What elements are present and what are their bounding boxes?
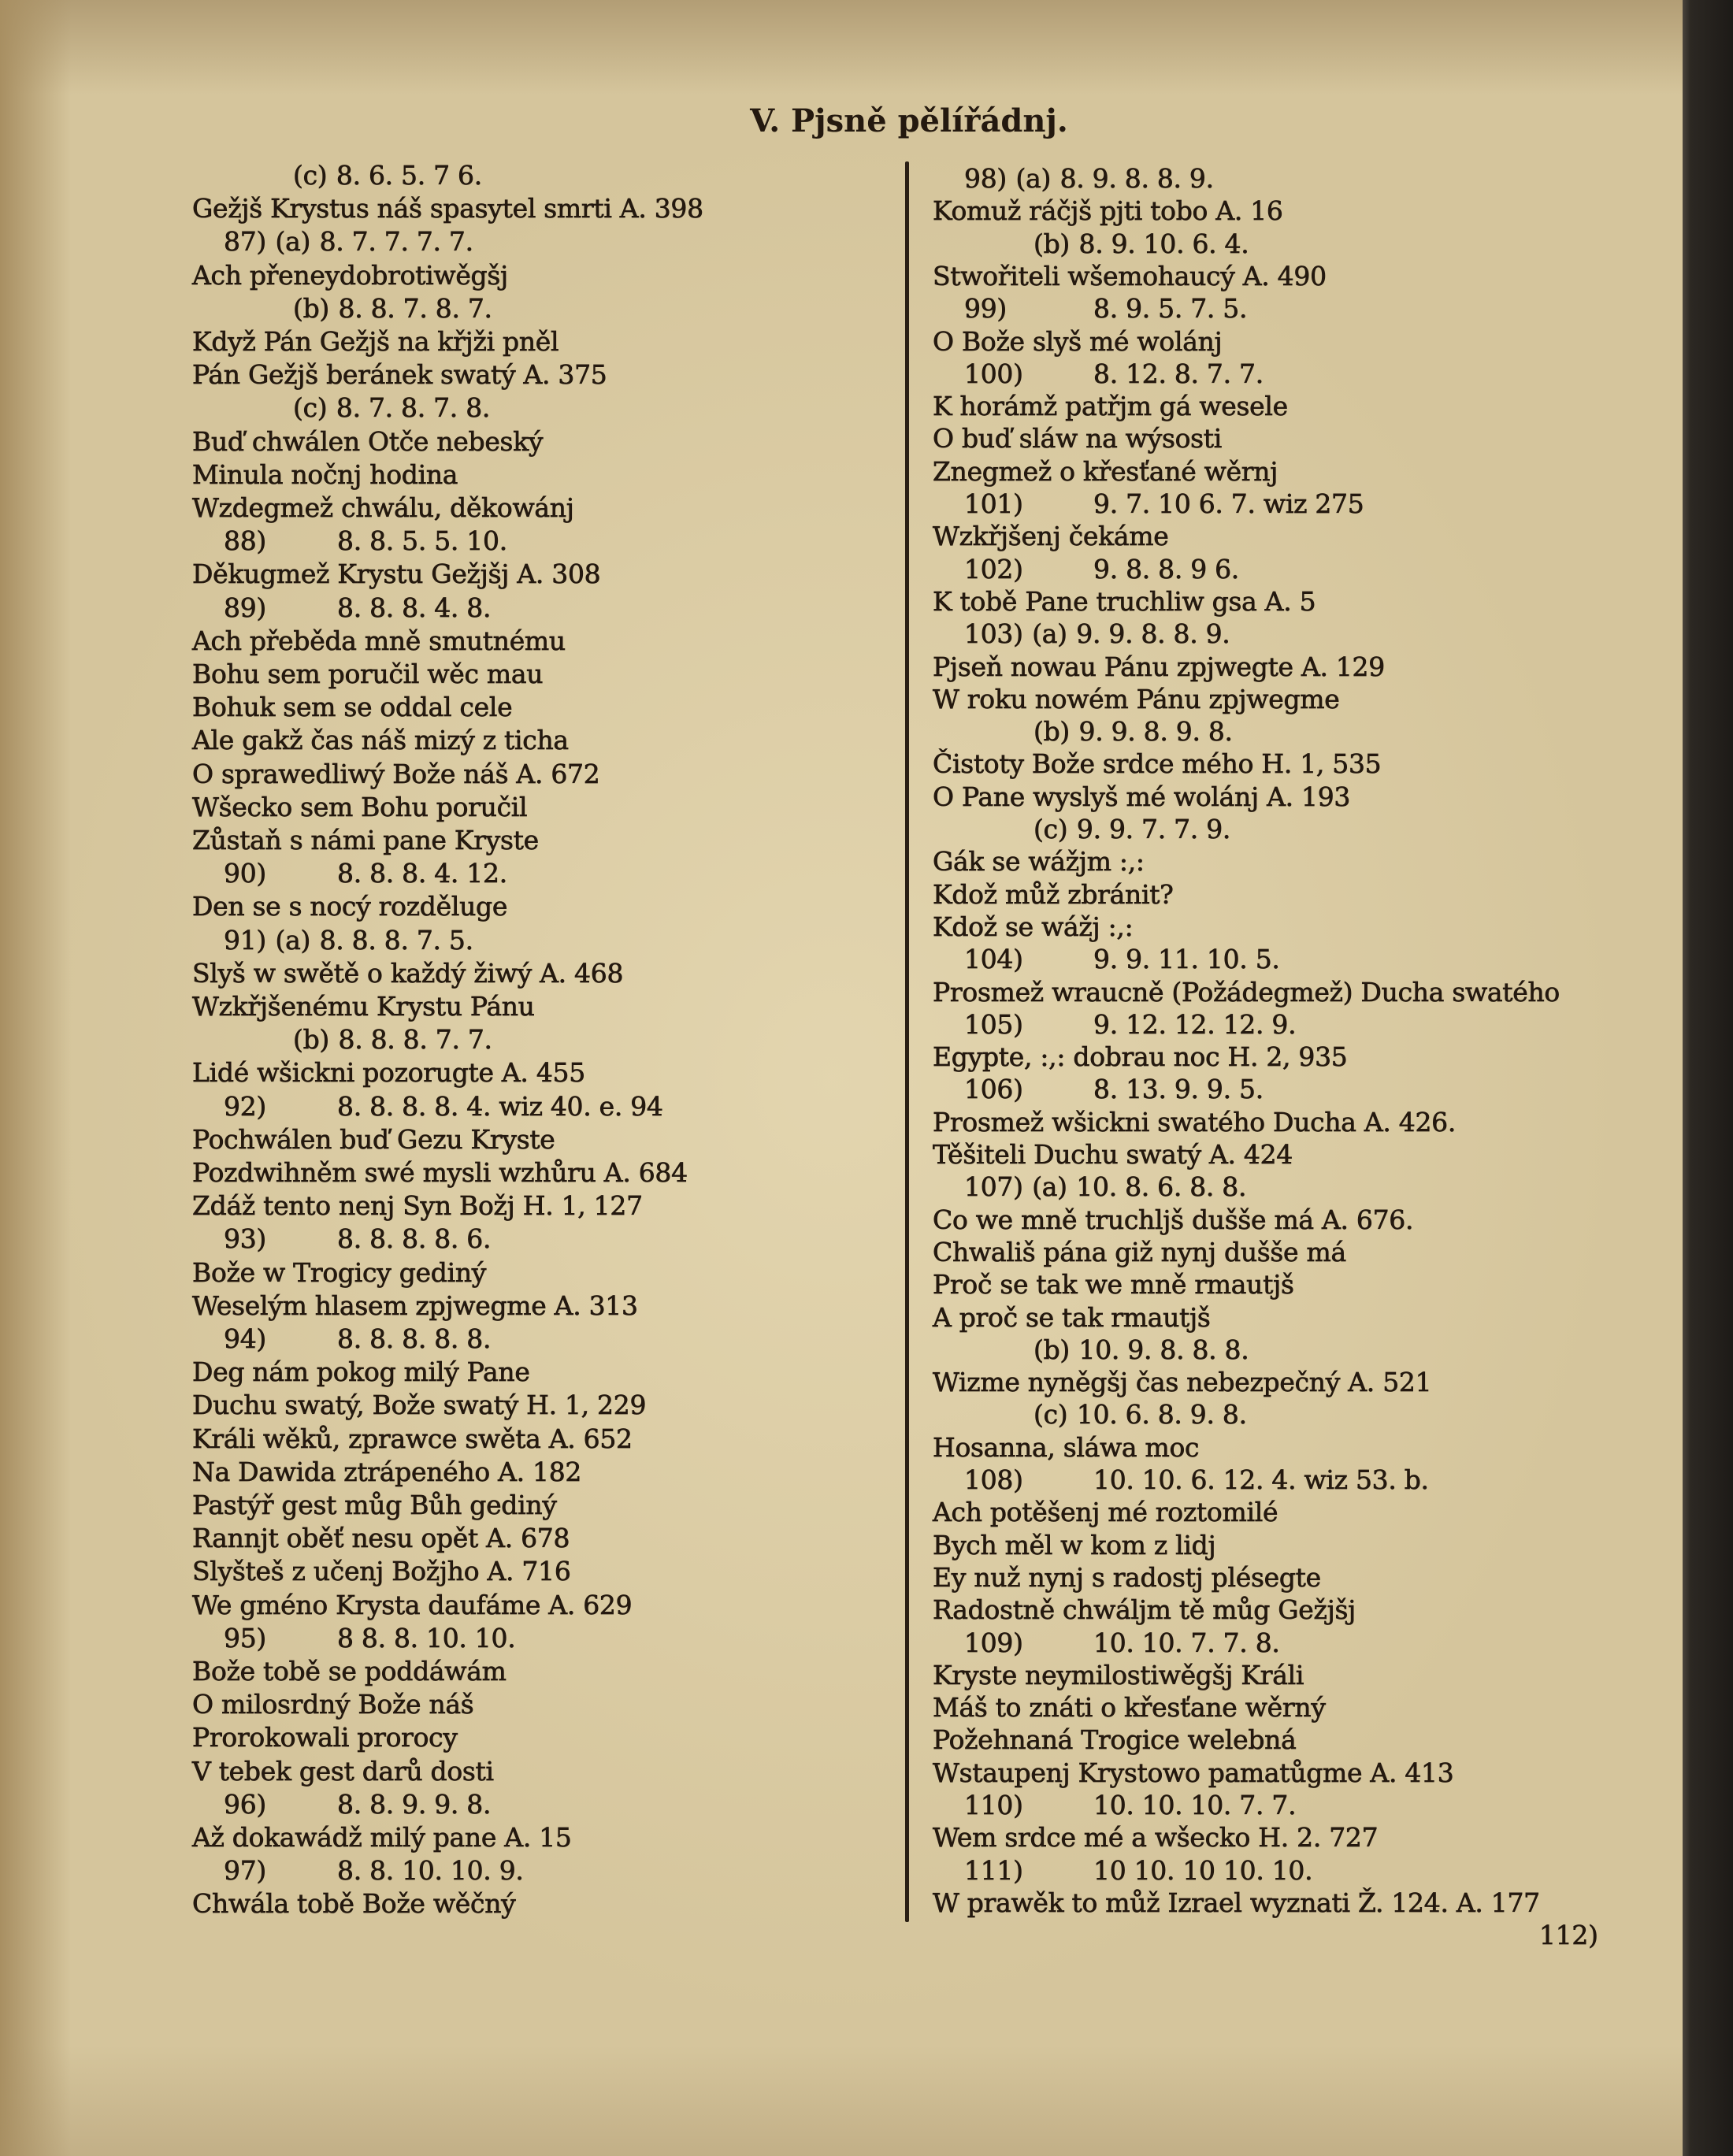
meter-pattern: 8. 8. 8. 8. 6. [337, 1223, 492, 1255]
meter-line [192, 1223, 492, 1256]
hymn-title-line: Ey nuž nynj s radostj plésegte [933, 1561, 1321, 1593]
meter-pattern: 8. 9. 10. 6. 4. [1078, 228, 1249, 259]
variant-label: (b) [293, 1024, 329, 1056]
hymn-title-line: Weselým hlasem zpjwegme A. 313 [192, 1290, 638, 1321]
hymn-title-line: Wšecko sem Bohu poručil [192, 791, 528, 822]
hymn-number: 110) [964, 1790, 1023, 1820]
variant-label: (b) [293, 292, 329, 324]
hymn-title-line: Buď chwálen Otče nebeský [192, 425, 544, 457]
hymn-number: 87) [224, 226, 266, 258]
hymn-title-line: A proč se tak rmautjš [933, 1301, 1211, 1333]
hymn-title-line: Den se s nocý rozděluge [192, 891, 508, 922]
hymn-title-line: Když Pán Gežjš na křjži pněl [192, 326, 559, 357]
hymn-title-line: Chwála tobě Bože wěčný [192, 1888, 516, 1920]
hymn-title-line: Ach přeneydobrotiwěgšj [192, 259, 508, 291]
meter-pattern: 8. 8. 8. 8. 4. wiz 40. e. 94 [337, 1090, 663, 1122]
hymn-title-line: Těšiteli Duchu swatý A. 424 [933, 1139, 1293, 1170]
meter-pattern: 10. 10. 6. 12. 4. wiz 53. b. [1093, 1464, 1429, 1495]
variant-meter-line [933, 1334, 1249, 1367]
catchword: 112) [1539, 1920, 1598, 1951]
variant-label: (c) [293, 160, 328, 191]
variant-label: (b) [1033, 1334, 1070, 1365]
meter-pattern: 10. 9. 8. 8. 8. [1078, 1334, 1249, 1365]
variant-meter-line [192, 391, 490, 425]
page-header: V. Pjsně pělířádnj. [750, 102, 1068, 139]
column-rule [905, 161, 909, 1922]
hymn-number: 111) [964, 1854, 1023, 1886]
scan-edge-shadow [1683, 0, 1733, 2156]
hymn-title-line: Čistoty Bože srdce mého H. 1, 535 [933, 748, 1382, 780]
hymn-title-line: Kdož můž zbránit? [933, 878, 1174, 910]
hymn-number: 90) [224, 858, 266, 889]
meter-line [192, 525, 507, 558]
hymn-title-line: Bohu sem poručil wěc mau [192, 659, 544, 689]
variant-meter-line [192, 159, 482, 192]
meter-line [933, 618, 1230, 651]
hymn-title-line: Králi wěků, zprawce swěta A. 652 [192, 1423, 633, 1454]
hymn-title-line: Ale gakž čas náš mizý z ticha [192, 725, 569, 756]
hymn-title-line: Bych měl w kom z lidj [933, 1529, 1216, 1560]
hymn-title-line: Co we mně truchljš dušše má A. 676. [933, 1204, 1414, 1235]
variant-meter-line [192, 1023, 492, 1056]
meter-line [933, 358, 1264, 391]
hymn-number: 94) [224, 1323, 266, 1354]
hymn-title-line: Prorokowali prorocy [192, 1722, 458, 1753]
hymn-number: 101) [964, 488, 1023, 519]
hymn-title-line: V tebek gest darů dosti [192, 1755, 494, 1787]
hymn-title-line: Prosmež wšickni swatého Ducha A. 426. [933, 1106, 1457, 1137]
hymn-title-line: K tobě Pane truchliw gsa A. 5 [933, 585, 1316, 617]
meter-pattern: 8. 8. 8. 8. 8. [337, 1323, 492, 1354]
variant-meter-line [933, 715, 1233, 748]
hymn-number: 109) [964, 1627, 1023, 1658]
meter-line [192, 592, 492, 625]
hymn-title-line: Pochwálen buď Gezu Kryste [192, 1123, 555, 1155]
hymn-title-line: Bože w Trogicy gediný [192, 1256, 487, 1288]
hymn-title-line: Děkugmež Krystu Gežjšj A. 308 [192, 558, 601, 590]
hymn-title-line: O milosrdný Bože náš [192, 1689, 474, 1720]
meter-line [933, 292, 1248, 325]
meter-line [933, 1073, 1264, 1106]
hymn-title-line: Pjseň nowau Pánu zpjwegte A. 129 [933, 651, 1385, 682]
hymn-title-line: Deg nám pokog milý Pane [192, 1356, 530, 1388]
variant-label: (a) [1032, 618, 1067, 650]
meter-pattern: 8. 8. 8. 4. 12. [337, 858, 507, 889]
hymn-title-line: Zůstaň s námi pane Kryste [192, 825, 539, 855]
meter-pattern: 8. 8. 10. 10. 9. [337, 1855, 524, 1887]
hymn-title-line: Wstaupenj Krystowo pamatůgme A. 413 [933, 1757, 1454, 1788]
meter-pattern: 8. 8. 5. 5. 10. [337, 525, 507, 557]
meter-line [933, 1171, 1246, 1204]
hymn-number: 99) [964, 293, 1007, 325]
hymn-title-line: Slyš w swětě o každý žiwý A. 468 [192, 957, 624, 989]
hymn-number: 107) [964, 1171, 1023, 1203]
variant-label: (b) [1033, 228, 1070, 259]
meter-line [192, 1622, 516, 1655]
hymn-title-line: Wem srdce mé a wšecko H. 2. 727 [933, 1822, 1379, 1854]
hymn-title-line: Radostně chwáljm tě můg Gežjšj [933, 1594, 1356, 1626]
hymn-title-line: Rannjt oběť nesu opět A. 678 [192, 1523, 570, 1554]
hymn-title-line: O sprawedliwý Bože náš A. 672 [192, 758, 600, 789]
meter-line [192, 1090, 663, 1123]
meter-pattern: 8. 12. 8. 7. 7. [1093, 358, 1264, 389]
meter-line [933, 488, 1364, 521]
hymn-title-line: Proč se tak we mně rmautjš [933, 1269, 1294, 1301]
hymn-number: 93) [224, 1223, 266, 1255]
meter-pattern: 8. 13. 9. 9. 5. [1093, 1074, 1264, 1105]
hymn-number: 95) [224, 1622, 266, 1653]
hymn-title-line: Chwališ pána giž nynj dušše má [933, 1236, 1346, 1267]
hymn-number: 97) [224, 1855, 266, 1887]
hymn-number: 102) [964, 553, 1023, 584]
hymn-title-line: Gežjš Krystus náš spasytel smrti A. 398 [192, 193, 703, 225]
hymn-title-line: Egypte, :,: dobrau noc H. 2, 935 [933, 1041, 1348, 1073]
hymn-title-line: Máš to znáti o křesťane wěrný [933, 1692, 1326, 1724]
hymn-title-line: W prawěk to můž Izrael wyznati Ž. 124. A. 177 [933, 1887, 1540, 1918]
meter-pattern: 10. 10. 7. 7. 8. [1093, 1627, 1280, 1658]
variant-label: (a) [1032, 1171, 1067, 1203]
meter-line [192, 1854, 524, 1887]
hymn-title-line: Až dokawádž milý pane A. 15 [192, 1822, 572, 1853]
hymn-title-line: Slyšteš z učenj Božjho A. 716 [192, 1556, 571, 1587]
hymn-title-line: O Pane wyslyš mé wolánj A. 193 [933, 781, 1351, 812]
variant-meter-line [933, 813, 1230, 846]
variant-label: (a) [1015, 163, 1052, 194]
hymn-number: 100) [964, 358, 1023, 389]
right-column [933, 162, 1673, 1966]
hymn-title-line: Gák se wážjm :,: [933, 846, 1145, 878]
hymn-title-line: Ach přeběda mně smutnému [192, 625, 566, 656]
hymn-number: 103) [964, 618, 1023, 650]
meter-pattern: 10. 8. 6. 8. 8. [1076, 1171, 1247, 1203]
variant-label: (a) [275, 226, 311, 258]
meter-line [933, 1627, 1280, 1660]
meter-line [933, 162, 1214, 195]
meter-pattern: 8 8. 8. 10. 10. [337, 1622, 516, 1653]
hymn-title-line: Stwořiteli wšemohaucý A. 490 [933, 260, 1327, 291]
hymn-number: 92) [224, 1090, 266, 1122]
hymn-number: 91) [224, 924, 266, 956]
meter-pattern: 8. 8. 8. 7. 7. [338, 1024, 492, 1056]
hymn-title-line: Bohuk sem se oddal cele [192, 692, 513, 723]
hymn-title-line: We gméno Krysta daufáme A. 629 [192, 1589, 633, 1620]
meter-pattern: 8. 8. 9. 9. 8. [337, 1788, 492, 1820]
variant-label: (c) [1033, 1399, 1068, 1431]
hymn-title-line: Wizme nyněgšj čas nebezpečný A. 521 [933, 1367, 1432, 1398]
hymn-number: 98) [964, 163, 1007, 194]
hymn-number: 88) [224, 525, 266, 557]
meter-pattern: 9. 7. 10 6. 7. wiz 275 [1093, 488, 1364, 519]
hymn-title-line: O Bože slyš mé wolánj [933, 325, 1223, 357]
meter-pattern: 8. 6. 5. 7 6. [336, 160, 482, 191]
meter-line [933, 943, 1280, 976]
hymn-title-line: K horámž patřjm gá wesele [933, 391, 1288, 422]
hymn-title-line: Zdáž tento nenj Syn Božj H. 1, 127 [192, 1190, 643, 1222]
meter-pattern: 9. 9. 8. 9. 8. [1078, 716, 1233, 748]
variant-meter-line [192, 292, 492, 325]
meter-pattern: 8. 9. 5. 7. 5. [1093, 293, 1248, 325]
hymn-title-line: Kdož se wážj :,: [933, 911, 1134, 942]
meter-pattern: 8. 8. 8. 4. 8. [337, 592, 492, 623]
meter-pattern: 8. 7. 8. 7. 8. [336, 392, 491, 424]
hymn-title-line: Wzdegmež chwálu, děkowánj [192, 492, 574, 523]
hymn-title-line: O buď sláw na wýsosti [933, 423, 1222, 455]
meter-line [933, 1854, 1313, 1887]
meter-pattern: 10 10. 10 10. 10. [1093, 1854, 1313, 1886]
meter-line [933, 1789, 1297, 1822]
hymn-title-line: Ach potěšenj mé roztomilé [933, 1497, 1278, 1528]
hymn-title-line: Prosmež wraucně (Požádegmež) Ducha swatého [933, 976, 1560, 1007]
hymn-title-line: Požehnaná Trogice welebná [933, 1724, 1297, 1756]
hymn-number: 106) [964, 1074, 1023, 1105]
meter-pattern: 9. 8. 8. 9 6. [1093, 553, 1239, 584]
variant-meter-line [933, 1398, 1247, 1431]
meter-pattern: 8. 9. 8. 8. 9. [1059, 163, 1214, 194]
variant-label: (a) [275, 924, 311, 956]
hymn-title-line: Komuž ráčjš pjti tobo A. 16 [933, 195, 1283, 227]
hymn-number: 108) [964, 1464, 1023, 1495]
variant-label: (b) [1033, 716, 1070, 748]
hymn-title-line: Wzkřjšenému Krystu Pánu [192, 991, 535, 1022]
hymn-title-line: Kryste neymilostiwěgšj Králi [933, 1659, 1304, 1690]
meter-line [192, 225, 473, 258]
variant-label: (c) [1033, 814, 1068, 844]
hymn-title-line: Hosanna, sláwa moc [933, 1431, 1200, 1463]
meter-pattern: 8. 8. 8. 7. 5. [319, 924, 473, 956]
meter-pattern: 9. 12. 12. 12. 9. [1093, 1008, 1297, 1040]
left-column [192, 159, 893, 1931]
meter-line [933, 553, 1239, 586]
meter-line [933, 1008, 1297, 1041]
variant-label: (c) [293, 392, 328, 424]
variant-meter-line [933, 228, 1249, 261]
hymn-title-line: Duchu swatý, Bože swatý H. 1, 229 [192, 1390, 647, 1421]
meter-line [192, 857, 507, 890]
meter-pattern: 9. 9. 8. 8. 9. [1076, 618, 1230, 650]
meter-pattern: 9. 9. 11. 10. 5. [1093, 944, 1280, 975]
meter-line [933, 1464, 1429, 1497]
hymn-title-line: Bože tobě se poddáwám [192, 1656, 507, 1687]
hymn-title-line: Wzkřjšenj čekáme [933, 521, 1169, 552]
hymn-title-line: Pastýř gest můg Bůh gediný [192, 1490, 557, 1520]
meter-pattern: 8. 8. 7. 8. 7. [338, 292, 492, 324]
meter-line [192, 1323, 492, 1356]
hymn-title-line: Minula nočnj hodina [192, 458, 458, 490]
meter-line [192, 924, 473, 957]
hymn-title-line: Znegmež o křesťané wěrnj [933, 455, 1278, 487]
hymn-title-line: Pozdwihněm swé mysli wzhůru A. 684 [192, 1157, 688, 1188]
hymn-number: 89) [224, 592, 266, 623]
hymn-number: 104) [964, 944, 1023, 975]
meter-line [192, 1788, 492, 1821]
hymn-title-line: Lidé wšickni pozorugte A. 455 [192, 1057, 585, 1089]
hymn-number: 96) [224, 1788, 266, 1820]
meter-pattern: 10. 6. 8. 9. 8. [1076, 1399, 1247, 1431]
hymn-title-line: Na Dawida ztrápeného A. 182 [192, 1456, 582, 1487]
meter-pattern: 9. 9. 7. 7. 9. [1076, 814, 1231, 844]
meter-pattern: 8. 7. 7. 7. 7. [319, 226, 473, 258]
meter-pattern: 10. 10. 10. 7. 7. [1093, 1790, 1297, 1820]
hymn-title-line: Pán Gežjš beránek swatý A. 375 [192, 359, 607, 391]
hymn-title-line: W roku nowém Pánu zpjwegme [933, 683, 1340, 714]
hymn-number: 105) [964, 1008, 1023, 1040]
